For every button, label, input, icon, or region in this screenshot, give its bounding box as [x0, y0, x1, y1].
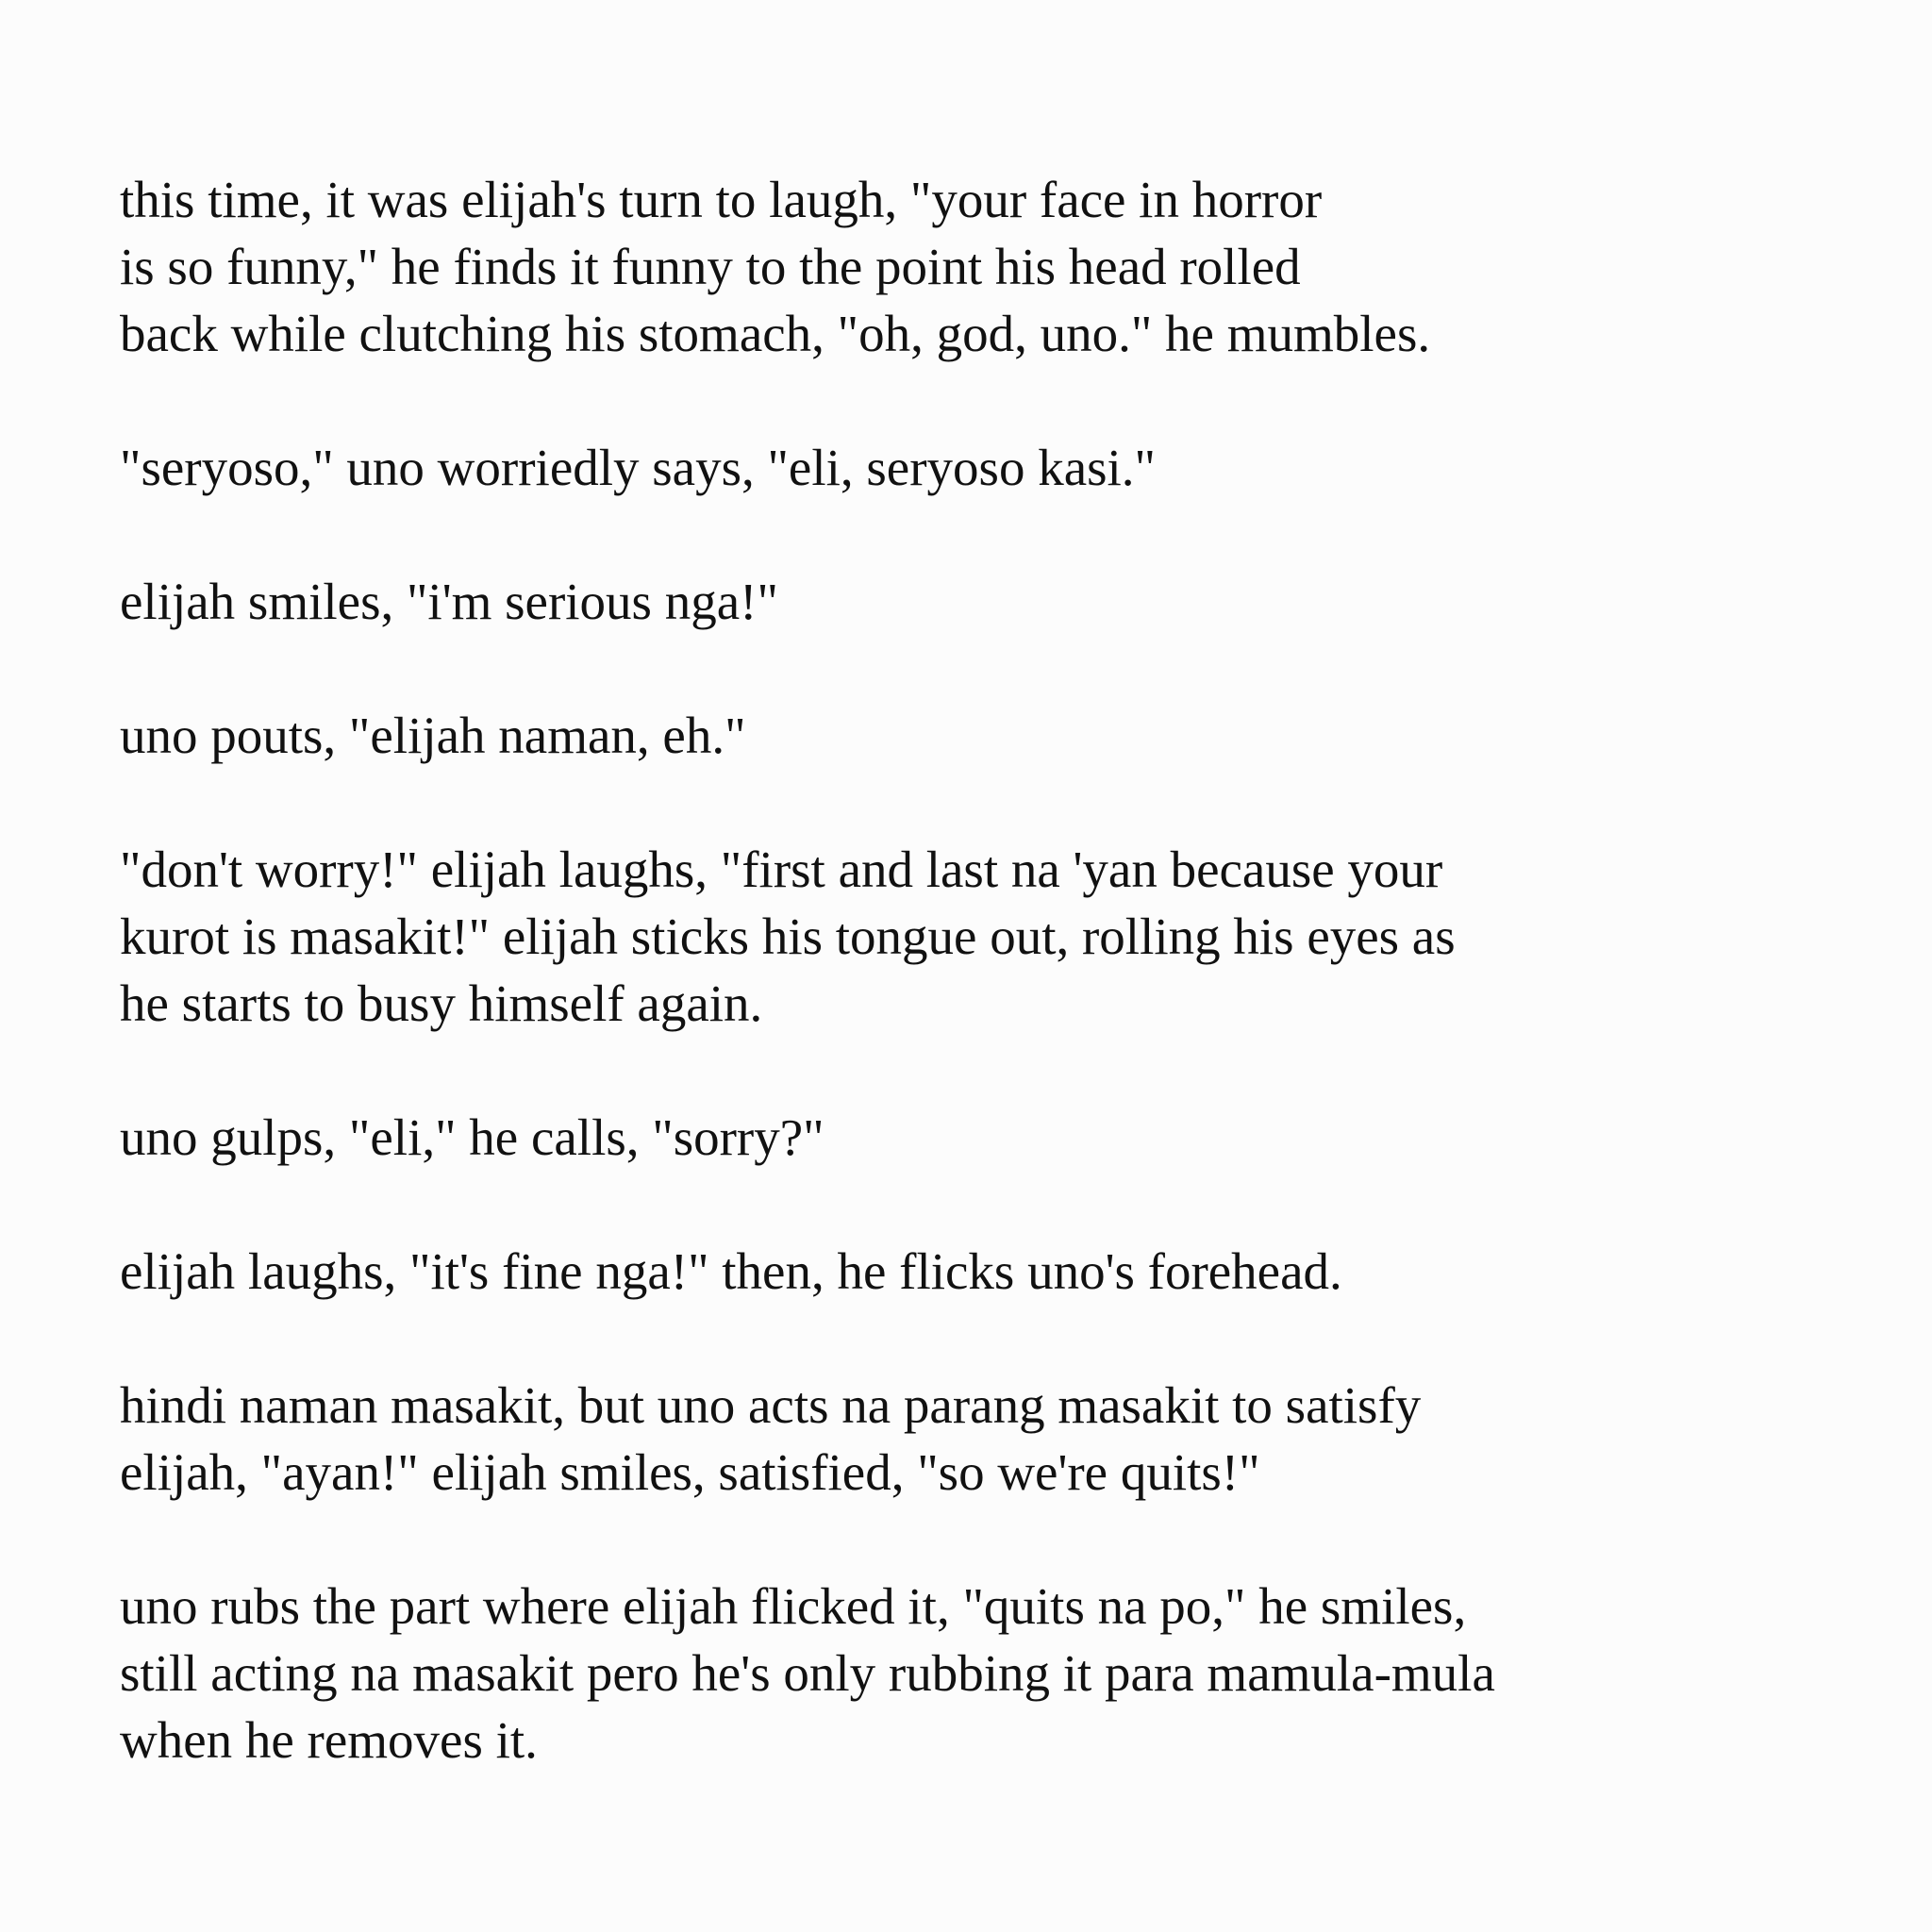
paragraph-3: [120, 568, 1874, 635]
paragraph-6: [120, 1104, 1874, 1171]
text-line: elijah, "ayan!" elijah smiles, satisfied, "so we're quits!": [120, 1443, 1260, 1501]
paragraph-1: [120, 166, 1874, 367]
text-line: back while clutching his stomach, "oh, god, uno." he mumbles.: [120, 305, 1431, 362]
text-line: when he removes it.: [120, 1711, 538, 1769]
paragraph-2: [120, 434, 1874, 501]
text-line: elijah laughs, "it's fine nga!" then, he flicks uno's forehead.: [120, 1242, 1342, 1300]
paragraph-9: [120, 1573, 1874, 1774]
paragraph-7: [120, 1238, 1874, 1305]
paragraph-8: [120, 1372, 1874, 1506]
text-line: hindi naman masakit, but uno acts na parang masakit to satisfy: [120, 1376, 1422, 1434]
story-text: [120, 166, 1874, 1774]
text-line: elijah smiles, "i'm serious nga!": [120, 573, 778, 630]
paragraph-5: [120, 836, 1874, 1037]
text-line: he starts to busy himself again.: [120, 974, 763, 1032]
paragraph-4: [120, 702, 1874, 769]
text-line: uno pouts, "elijah naman, eh.": [120, 707, 746, 764]
text-line: still acting na masakit pero he's only rubbing it para mamula-mula: [120, 1644, 1495, 1702]
text-line: this time, it was elijah's turn to laugh, "your face in horror: [120, 171, 1323, 228]
text-line: "don't worry!" elijah laughs, "first and last na 'yan because your: [120, 841, 1443, 898]
text-line: "seryoso," uno worriedly says, "eli, seryoso kasi.": [120, 439, 1156, 496]
text-line: uno gulps, "eli," he calls, "sorry?": [120, 1108, 824, 1166]
text-line: kurot is masakit!" elijah sticks his tongue out, rolling his eyes as: [120, 908, 1456, 965]
text-line: is so funny," he finds it funny to the point his head rolled: [120, 238, 1301, 295]
text-line: uno rubs the part where elijah flicked it, "quits na po," he smiles,: [120, 1577, 1467, 1635]
